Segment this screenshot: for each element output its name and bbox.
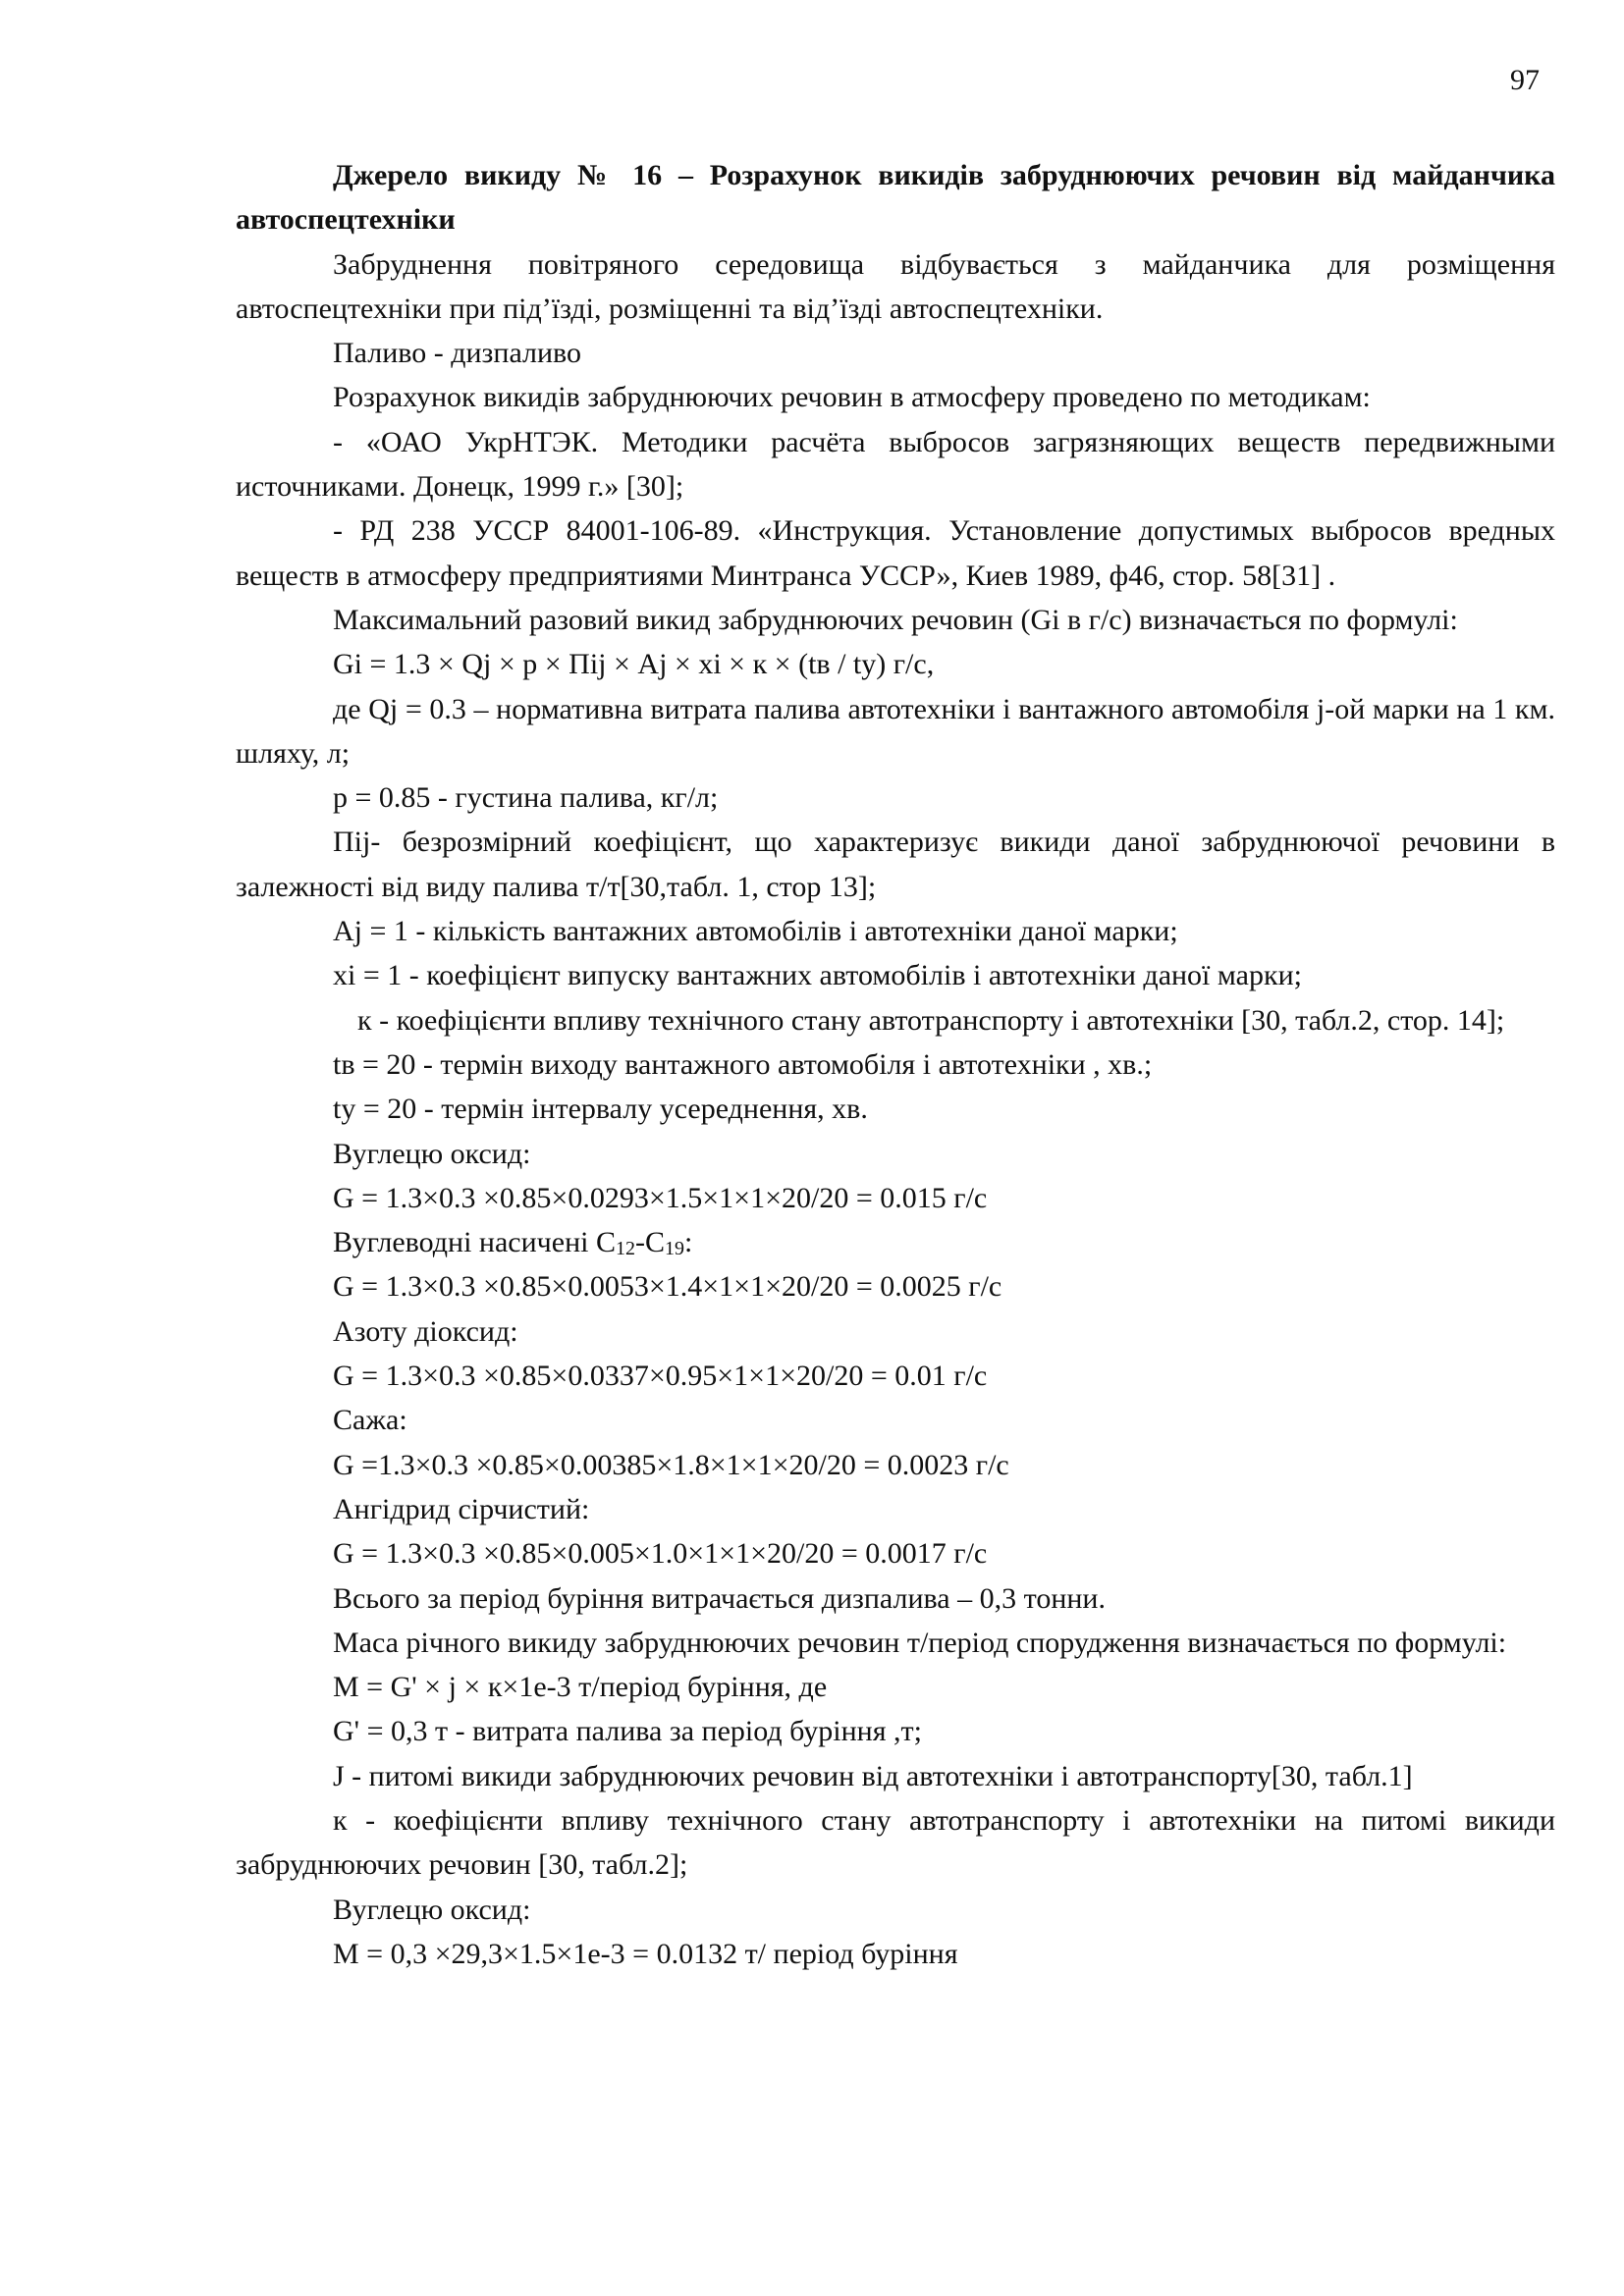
method-reference-2: - РД 238 УССР 84001-106-89. «Инструкция. Установление допустимых выбросов вредных веществ в атмосферу предприятиями Минтранса УССР», Киев 1989, ф46, стор. 58[31] . — [236, 514, 1555, 592]
substance-hydrocarbons-calc: G = 1.3×0.3 ×0.85×0.0053×1.4×1×1×20/20 = 0.0025 г/с — [333, 1270, 1002, 1304]
hydrocarbons-colon: : — [683, 1226, 693, 1259]
annual-emission-formula: М = G' × j × к×1е-3 т/період буріння, де — [333, 1671, 828, 1704]
fuel-total: Всього за період буріння витрачається дизпалива – 0,3 тонни. — [333, 1581, 1106, 1615]
substance-soot-calc: G =1.3×0.3 ×0.85×0.00385×1.8×1×1×20/20 = 0.0023 г/с — [333, 1448, 1009, 1481]
substance-soot-label: Сажа: — [333, 1404, 407, 1437]
variable-j: J - питомі викиди забруднюючих речовин від автотехніки і автотранспорту[30, табл.1] — [333, 1759, 1413, 1792]
methods-intro: Розрахунок викидів забруднюючих речовин в атмосферу проведено по методикам: — [333, 381, 1371, 414]
variable-tu: tу = 20 - термін інтервалу усереднення, хв. — [333, 1093, 868, 1126]
document-body — [236, 153, 1555, 1976]
method-reference-1: - «ОАО УкрНТЭК. Методики расчёта выбросов загрязняющих веществ передвижными источниками. Донецк, 1999 г.» [30]; — [236, 425, 1555, 504]
variable-k: к - коефіцієнти впливу технічного стану автотранспорту і автотехніки [30, табл.2, стор. 14]; — [357, 1003, 1505, 1037]
annual-emission-intro: Маса річного викиду забруднюючих речовин т/період спорудження визначається по формулі: — [333, 1626, 1507, 1659]
variable-tv: tв = 20 - термін виходу вантажного автомобіля і автотехніки , хв.; — [333, 1047, 1153, 1081]
substance-so2-label: Ангідрид сірчистий: — [333, 1492, 590, 1525]
substance-hydrocarbons-label — [236, 1220, 1555, 1264]
substance-no2-label: Азоту діоксид: — [333, 1314, 518, 1348]
variable-pij: Піj- безрозмірний коефіцієнт, що характеризує викиди даної забруднюючої речовини в залежності від виду палива т/т[30,табл. 1, стор 13]; — [236, 826, 1555, 903]
variable-g-prime: G' = 0,3 т - витрата палива за період буріння ,т; — [333, 1715, 922, 1748]
substance-co-label: Вуглецю оксид: — [333, 1137, 531, 1170]
substance-co-calc: G = 1.3×0.3 ×0.85×0.0293×1.5×1×1×20/20 = 0.015 г/с — [333, 1181, 988, 1214]
max-emission-formula: Gі = 1.3 × Qj × p × Піj × Аj × хі × к × (tв / tу) г/с, — [333, 648, 935, 681]
annual-co-calc: М = 0,3 ×29,3×1.5×1е-3 = 0.0132 т/ період буріння — [333, 1937, 958, 1970]
hydrocarbons-text: Вуглеводні насичені С — [333, 1226, 616, 1259]
variable-qj: де Qj = 0.3 – нормативна витрата палива автотехніки і вантажного автомобіля j-ой марки на 1 км. шляху, л; — [236, 692, 1555, 770]
hydrocarbons-dash: -С — [634, 1226, 665, 1259]
variable-xi: хі = 1 - коефіцієнт випуску вантажних автомобілів і автотехніки даної марки; — [333, 959, 1302, 992]
subscript-12: 12 — [615, 1238, 635, 1260]
page-number: 97 — [1510, 64, 1540, 96]
substance-no2-calc: G = 1.3×0.3 ×0.85×0.0337×0.95×1×1×20/20 = 0.01 г/с — [333, 1360, 988, 1393]
variable-k-annual: к - коефіцієнти впливу технічного стану автотранспорту і автотехніки на питомі викиди забруднюючих речовин [30, табл.2]; — [236, 1803, 1555, 1882]
max-emission-intro: Максимальний разовий викид забруднюючих речовин (Gі в г/с) визначається по формулі: — [333, 603, 1458, 636]
section-heading: Джерело викиду № 16 – Розрахунок викидів забруднюючих речовин від майданчика автоспецтехніки — [236, 159, 1555, 237]
annual-co-label: Вуглецю оксид: — [333, 1893, 531, 1926]
intro-paragraph: Забруднення повітряного середовища відбувається з майданчика для розміщення автоспецтехніки при під’їзді, розміщенні та від’їзді автоспецтехніки. — [236, 247, 1555, 325]
subscript-19: 19 — [664, 1238, 684, 1260]
substance-so2-calc: G = 1.3×0.3 ×0.85×0.005×1.0×1×1×20/20 = 0.0017 г/с — [333, 1537, 988, 1571]
fuel-type: Паливо - дизпаливо — [333, 337, 582, 370]
variable-aj: Аj = 1 - кількість вантажних автомобілів і автотехніки даної марки; — [333, 915, 1178, 948]
variable-p: p = 0.85 - густина палива, кг/л; — [333, 781, 719, 815]
